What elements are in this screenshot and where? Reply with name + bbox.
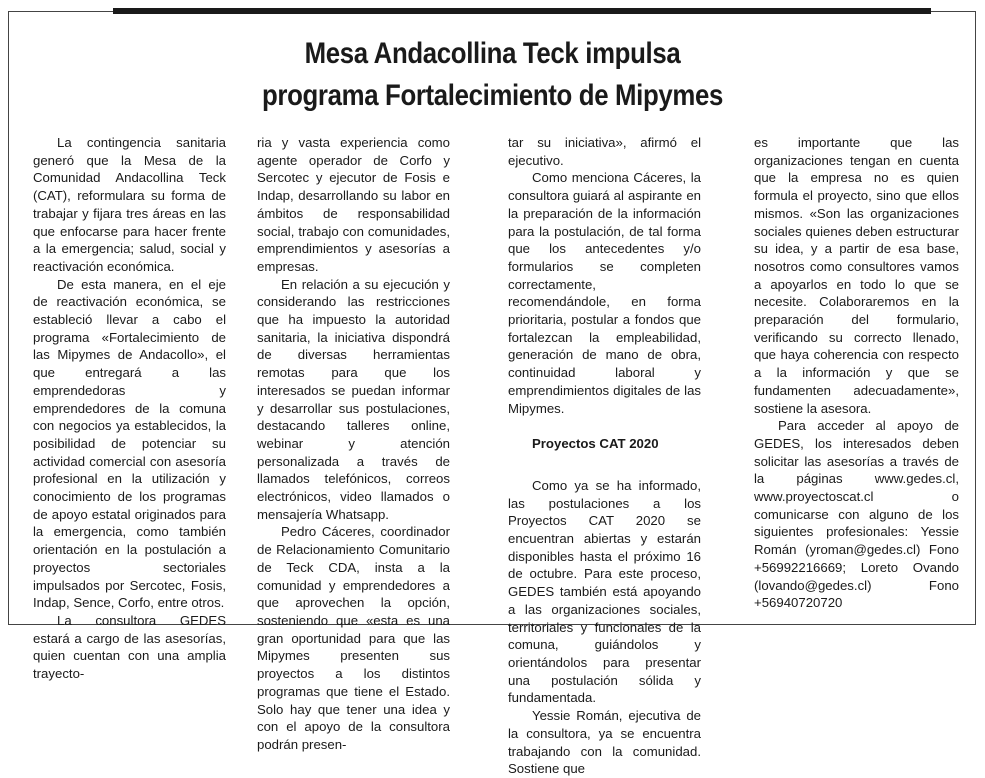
headline-line-1: Mesa Andacollina Teck impulsa [304,37,681,70]
paragraph: es importante que las organizaciones tengan en cuenta que la empresa no es quien formula el proyecto, sino que ellos mismos. «Son las organizaciones sociales quienes deben estructurar su idea, y a partir de esa base, nosotros como consultores vamos a apoyarlos en todo lo que se necesite. Colaboraremos en la preparación del formulario, verificando su correcto llenado, que haya coherencia con respecto a la información y que se fundamenten adecuadamente», sostiene la asesora. [754,135,959,416]
column-3 [508,134,701,778]
column-2 [257,134,450,754]
paragraph: Yessie Román, ejecutiva de la consultora, ya se encuentra trabajando con la comunidad. Sostiene que [508,708,701,777]
top-rule [113,8,931,14]
paragraph: De esta manera, en el eje de reactivación económica, se estableció llevar a cabo el programa «Fortalecimiento de las Mipymes de Andacollo», el que entregará a las emprendedoras y emprendedores de la comuna con negocios ya establecidos, la posibilidad de potenciar su actividad comercial con asesoría profesional en la utilización y conocimiento de los programas de apoyo estatal originados para la emergencia, como también orientación en la postulación a proyectos sectoriales impulsados por Sercotec, Fosis, Indap, Sence, Corfo, entre otros. [33,276,226,611]
paragraph: Como menciona Cáceres, la consultora guiará al aspirante en la preparación de la información para la postulación, de tal forma que los antecedentes y/o formularios se completen correctamente, recomendándole, en forma prioritaria, postular a fondos que fortalezcan la empleabilidad, generación de mano de obra, continuidad laboral y emprendimientos digitales de las Mipymes. [508,170,701,416]
paragraph: Como ya se ha informado, las postulaciones a los Proyectos CAT 2020 se encuentran abiertas y estarán disponibles hasta el próximo 16 de octubre. Para este proceso, GEDES también está apoyando a las organizaciones sociales, territoriales y funcionales de la comuna, guiándolos y orientándolos para presentar una postulación sólida y fundamentada. [508,477,701,706]
paragraph: ria y vasta experiencia como agente operador de Corfo y Sercotec y ejecutor de Fosis e Indap, desarrollando su labor en ámbitos de responsabilidad social, trabajo con comunidades, emprendimientos y asesorías a empresas. [257,135,450,274]
subheading: Proyectos CAT 2020 [532,436,659,452]
paragraph: Pedro Cáceres, coordinador de Relacionamiento Comunitario de Teck CDA, insta a la comunidad y emprendedores a que aprovechen la opción, sosteniendo que «esta es una gran oportunidad para que las Mipymes presenten sus proyectos a los distintos programas que tiene el Estado. Solo hay que tener una idea y con el apoyo de la consultora podrán presen- [257,524,450,752]
headline-line-2: programa Fortalecimiento de Mipymes [261,79,724,112]
paragraph: La consultora GEDES estará a cargo de las asesorías, quien cuentan con una amplia trayecto- [33,612,226,682]
column-1 [33,134,226,683]
paragraph: En relación a su ejecución y considerando las restricciones que ha impuesto la autoridad sanitaria, la iniciativa dispondrá de diversas herramientas remotas para que los interesados se puedan informar y desarrollar sus postulaciones, destacando talleres online, webinar y atención personalizada a través de llamados telefónicos, correos electrónicos, video llamados o mensajería Whatsapp. [257,276,450,522]
headline [69,33,916,117]
paragraph: tar su iniciativa», afirmó el ejecutivo. [508,135,701,168]
column-4 [754,134,959,612]
paragraph: Para acceder al apoyo de GEDES, los interesados deben solicitar las asesorías a través de la páginas www.gedes.cl, www.proyectoscat.cl o comunicarse con alguno de los siguientes profesionales: Yessie Román (yroman@gedes.cl) Fono +56992216669; Loreto Ovando (lovando@gedes.cl) Fono +56940720720 [754,418,959,611]
paragraph: La contingencia sanitaria generó que la Mesa de la Comunidad Andacollina Teck (CAT), reformulara su forma de trabajar y fijara tres áreas en las que enfocarse para hacer frente a la emergencia; salud, social y reactivación económica. [33,135,226,274]
